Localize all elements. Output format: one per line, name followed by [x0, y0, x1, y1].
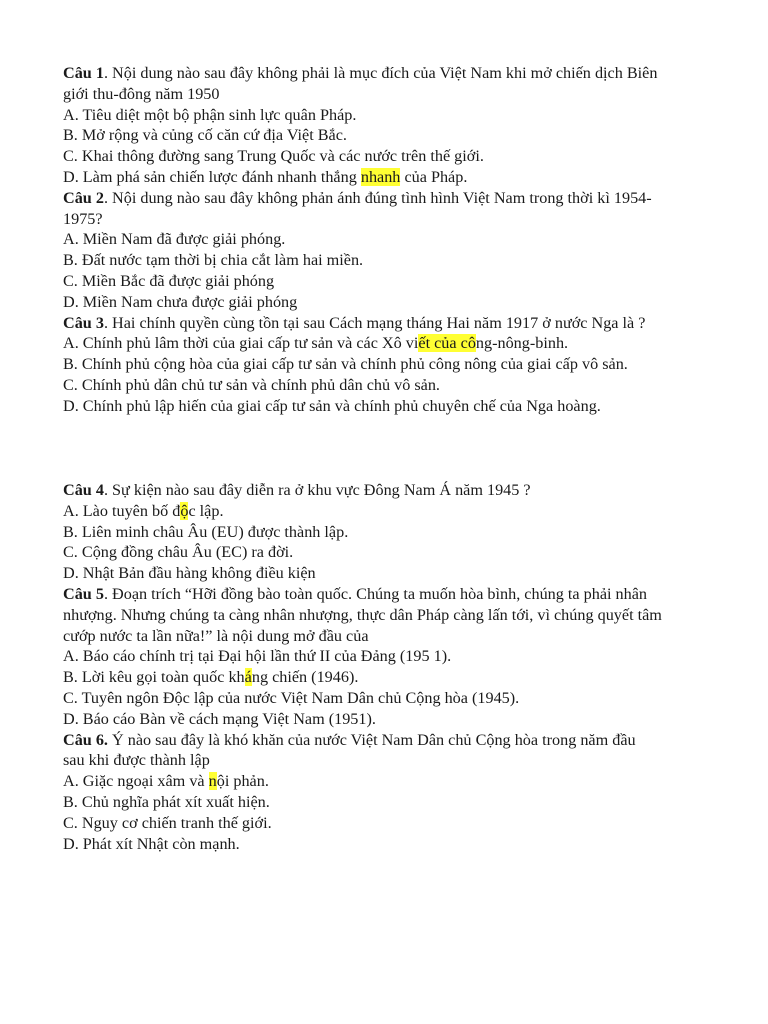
question-6-option-c: C. Nguy cơ chiến tranh thế giới.	[63, 813, 272, 832]
question-5-option-a: A. Báo cáo chính trị tại Đại hội lần thứ II của Đảng (195 1).	[63, 647, 452, 666]
question-6-stem: Câu 6. Ý nào sau đây là khó khăn của nước Việt Nam Dân chủ Cộng hòa trong năm đầu	[63, 730, 636, 749]
question-4-option-a: A. Lào tuyên bố độc lập.	[63, 501, 224, 520]
question-3-option-d: D. Chính phủ lập hiến của giai cấp tư sản và chính phủ chuyên chế của Nga hoàng.	[63, 396, 601, 415]
question-2-option-a: A. Miền Nam đã được giải phóng.	[63, 230, 286, 249]
highlight: á	[244, 668, 252, 687]
question-1	[63, 63, 723, 417]
question-group-2	[63, 480, 723, 854]
question-3-option-c: C. Chính phủ dân chủ tư sản và chính phủ dân chủ vô sản.	[63, 375, 440, 394]
question-2-option-c: C. Miền Bắc đã được giải phóng	[63, 271, 275, 290]
highlight: n	[208, 772, 217, 791]
question-5-option-d: D. Báo cáo Bàn về cách mạng Việt Nam (1951).	[63, 709, 376, 728]
question-5-stem: Câu 5. Đoạn trích “Hỡi đồng bào toàn quốc. Chúng ta muốn hòa bình, chúng ta phải nhân	[63, 584, 648, 603]
highlight: nhanh	[360, 167, 401, 186]
question-6-option-d: D. Phát xít Nhật còn mạnh.	[63, 834, 240, 853]
question-1-option-a: A. Tiêu diệt một bộ phận sinh lực quân Pháp.	[63, 105, 357, 124]
question-1-stem: Câu 1. Nội dung nào sau đây không phải là mục đích của Việt Nam khi mở chiến dịch Biên	[63, 64, 658, 82]
highlight: ết của cô	[418, 334, 476, 353]
question-5-number: Câu 5	[63, 584, 104, 603]
question-6-option-b: B. Chủ nghĩa phát xít xuất hiện.	[63, 792, 270, 811]
question-5-stem-cont: nhượng. Nhưng chúng ta càng nhân nhượng, thực dân Pháp càng lấn tới, vì chúng quyết tâm	[63, 605, 662, 624]
question-4-option-b: B. Liên minh châu Âu (EU) được thành lập.	[63, 522, 349, 541]
question-1-number: Câu 1	[63, 64, 104, 82]
highlight: ộ	[180, 501, 189, 520]
question-1-option-b: B. Mở rộng và củng cố căn cứ địa Việt Bắc.	[63, 126, 347, 145]
question-4-option-d: D. Nhật Bản đầu hàng không điều kiện	[63, 564, 316, 583]
question-3-stem: Câu 3. Hai chính quyền cùng tồn tại sau Cách mạng tháng Hai năm 1917 ở nước Nga là ?	[63, 313, 646, 332]
question-6-stem-cont: sau khi được thành lập	[63, 751, 210, 770]
question-2-option-b: B. Đất nước tạm thời bị chia cắt làm hai miền.	[63, 251, 364, 270]
question-3-number: Câu 3	[63, 313, 104, 332]
question-2-option-d: D. Miền Nam chưa được giải phóng	[63, 292, 298, 311]
question-3-option-b: B. Chính phủ cộng hòa của giai cấp tư sản và chính phủ công nông của giai cấp vô sản.	[63, 355, 628, 374]
question-5-option-c: C. Tuyên ngôn Độc lập của nước Việt Nam Dân chủ Cộng hòa (1945).	[63, 688, 520, 707]
question-1-option-c: C. Khai thông đường sang Trung Quốc và các nước trên thế giới.	[63, 147, 484, 166]
question-6-number: Câu 6.	[63, 730, 108, 749]
question-5-option-b: B. Lời kêu gọi toàn quốc kháng chiến (1946).	[63, 668, 359, 687]
question-5-stem-cont: cướp nước ta lần nữa!” là nội dung mở đầu của	[63, 626, 369, 645]
question-2-number: Câu 2	[63, 188, 104, 207]
question-4-stem: Câu 4. Sự kiện nào sau đây diễn ra ở khu vực Đông Nam Á năm 1945 ?	[63, 481, 531, 499]
question-4-number: Câu 4	[63, 481, 104, 499]
question-3-option-a: A. Chính phủ lâm thời của giai cấp tư sản và các Xô viết của công-nông-binh.	[63, 334, 569, 353]
question-4-option-c: C. Cộng đồng châu Âu (EC) ra đời.	[63, 543, 294, 562]
question-6-option-a: A. Giặc ngoại xâm và nội phản.	[63, 772, 269, 791]
question-2-stem: Câu 2. Nội dung nào sau đây không phản ánh đúng tình hình Việt Nam trong thời kì 1954-	[63, 188, 652, 207]
question-2-stem-cont: 1975?	[63, 209, 103, 228]
question-1-stem-cont: giới thu-đông năm 1950	[63, 84, 220, 103]
question-1-option-d: D. Làm phá sản chiến lược đánh nhanh thắng nhanh của Pháp.	[63, 167, 468, 186]
